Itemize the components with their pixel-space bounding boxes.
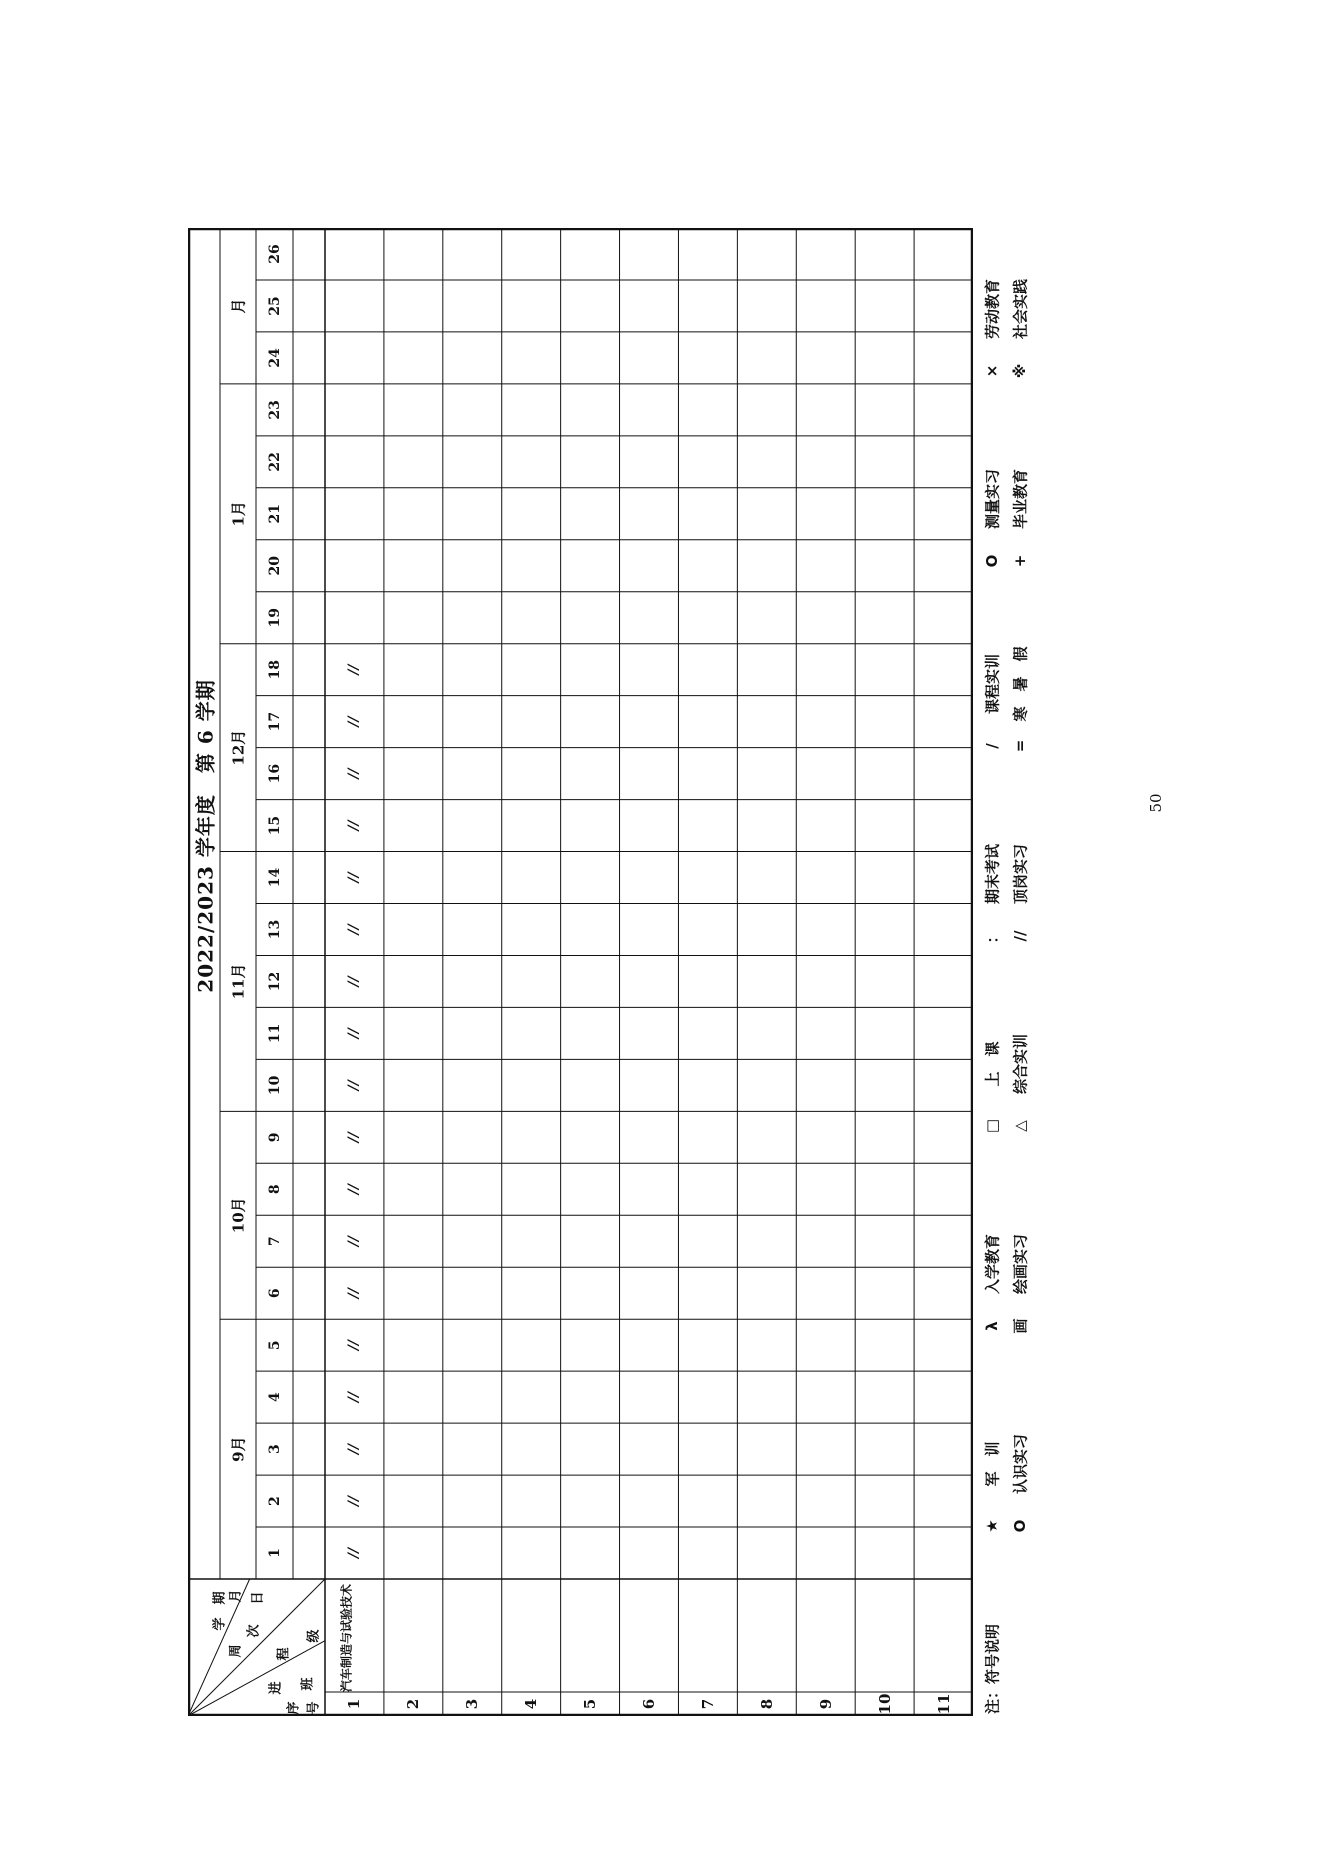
week-number: 22 — [266, 452, 283, 472]
week-number: 2 — [266, 1496, 283, 1506]
schedule-mark: // — [346, 1340, 363, 1351]
row-number: 2 — [404, 1698, 423, 1710]
legend-symbol: ★ — [983, 1519, 1001, 1533]
week-number: 15 — [266, 815, 283, 836]
week-number: 3 — [266, 1444, 283, 1454]
row-number: 7 — [698, 1698, 717, 1710]
legend-symbol: + — [1011, 554, 1029, 568]
legend-text: 绘画实习 — [1011, 1233, 1030, 1295]
week-number: 14 — [266, 867, 283, 888]
schedule-mark: // — [346, 768, 363, 779]
week-number: 24 — [266, 348, 283, 368]
month-label: 9月 — [229, 1436, 248, 1462]
week-number: 16 — [266, 763, 283, 784]
legend-text: 军 训 — [983, 1441, 1002, 1487]
legend-text: 劳动教育 — [983, 278, 1002, 340]
week-number: 26 — [266, 244, 283, 264]
page-number: 50 — [1147, 793, 1165, 813]
header-day-label: 日 — [250, 1591, 266, 1605]
week-number: 13 — [266, 919, 283, 940]
legend-text: 寒 暑 假 — [1011, 646, 1030, 722]
week-number: 6 — [266, 1288, 283, 1299]
class-name: 汽车制造与试验技术 — [339, 1583, 354, 1693]
schedule-mark: // — [346, 1495, 363, 1507]
week-number: 10 — [266, 1075, 283, 1096]
week-number: 1 — [266, 1548, 283, 1558]
schedule-mark: // — [346, 1443, 363, 1455]
row-number: 1 — [345, 1698, 364, 1710]
legend-symbol: ※ — [1011, 363, 1029, 379]
schedule-table — [188, 228, 973, 1716]
legend-symbol: / — [983, 743, 1001, 749]
legend-text: 综合实训 — [1011, 1033, 1030, 1095]
legend-symbol: λ — [983, 1321, 1001, 1331]
header-xueqi-label: 学 期 — [212, 1591, 228, 1631]
row-number: 5 — [581, 1698, 600, 1710]
row-number: 8 — [757, 1698, 776, 1710]
row-number: 11 — [934, 1693, 953, 1715]
month-label: 12月 — [229, 729, 248, 766]
week-number: 12 — [266, 971, 283, 992]
legend-symbol: × — [983, 364, 1001, 378]
week-number: 23 — [266, 400, 283, 420]
legend-text: 课程实训 — [983, 653, 1002, 715]
schedule-mark: // — [346, 872, 363, 883]
legend-text: 社会实践 — [1011, 278, 1030, 340]
legend-text: 顶岗实习 — [1011, 843, 1030, 905]
schedule-mark: // — [346, 1392, 363, 1403]
week-number: 8 — [266, 1184, 283, 1195]
legend-symbol: △ — [1011, 1120, 1029, 1132]
schedule-mark: // — [346, 820, 363, 831]
legend-symbol: O — [983, 554, 1001, 568]
schedule-mark: // — [346, 976, 363, 987]
header-no-label: 号 — [306, 1701, 322, 1715]
month-label: 11月 — [229, 963, 248, 1000]
week-number: 17 — [266, 711, 283, 732]
schedule-mark: // — [346, 1236, 363, 1247]
week-number: 7 — [266, 1236, 283, 1247]
week-number: 20 — [266, 556, 283, 576]
row-number: 10 — [875, 1693, 894, 1715]
header-grade-label: 级 — [306, 1629, 322, 1643]
legend-symbol: = — [1011, 739, 1029, 753]
row-number: 4 — [522, 1698, 541, 1710]
legend-symbol: 画 — [1011, 1318, 1030, 1334]
table-title: 2022/2023 学年度 第 6 学期 — [193, 679, 218, 993]
legend-label: 注：符号说明 — [983, 1623, 1002, 1715]
header-week-label: 周 — [228, 1644, 244, 1658]
legend-text: 期末考试 — [983, 843, 1002, 905]
week-number: 18 — [266, 659, 283, 680]
header-ci-label: 次 — [246, 1624, 262, 1638]
header-class-label: 班 — [300, 1677, 316, 1691]
header-seq-label: 序 — [286, 1701, 302, 1715]
month-label: 10月 — [229, 1197, 248, 1234]
row-number: 9 — [816, 1698, 835, 1710]
header-jin-label: 进 — [268, 1681, 284, 1695]
schedule-mark: // — [346, 924, 363, 935]
table-border — [189, 229, 972, 1715]
week-number: 9 — [266, 1132, 283, 1143]
schedule-mark: // — [346, 1028, 363, 1039]
legend-symbol: ： — [983, 928, 1002, 944]
schedule-mark: // — [346, 1288, 363, 1299]
row-number: 6 — [640, 1698, 658, 1710]
week-number: 25 — [266, 296, 283, 316]
week-number: 19 — [266, 607, 283, 628]
row-number: 3 — [463, 1698, 482, 1710]
legend-symbol: O — [1011, 1519, 1029, 1533]
legend-text: 测量实习 — [983, 468, 1002, 530]
schedule-mark: // — [346, 1547, 363, 1559]
legend-text: 认识实习 — [1011, 1433, 1030, 1495]
week-number: 5 — [266, 1340, 283, 1351]
legend-text: 入学教育 — [983, 1233, 1002, 1295]
header-month-label: 月 — [228, 1589, 244, 1603]
week-number: 4 — [266, 1392, 283, 1403]
week-number: 21 — [266, 504, 283, 524]
legend-symbol: □ — [983, 1118, 1001, 1134]
table-grid-lines — [188, 228, 973, 1716]
schedule-mark: // — [346, 1132, 363, 1143]
schedule-mark: // — [346, 1080, 363, 1091]
legend-text: 毕业教育 — [1011, 468, 1030, 530]
legend-symbol: // — [1011, 930, 1029, 942]
month-label: 月 — [229, 298, 248, 314]
schedule-mark: // — [346, 716, 363, 727]
legend-text: 上 课 — [983, 1041, 1002, 1087]
week-number: 11 — [266, 1023, 283, 1044]
schedule-mark: // — [346, 1184, 363, 1195]
schedule-mark: // — [346, 664, 363, 675]
header-cheng-label: 程 — [276, 1647, 292, 1661]
month-label: 1月 — [229, 501, 248, 527]
